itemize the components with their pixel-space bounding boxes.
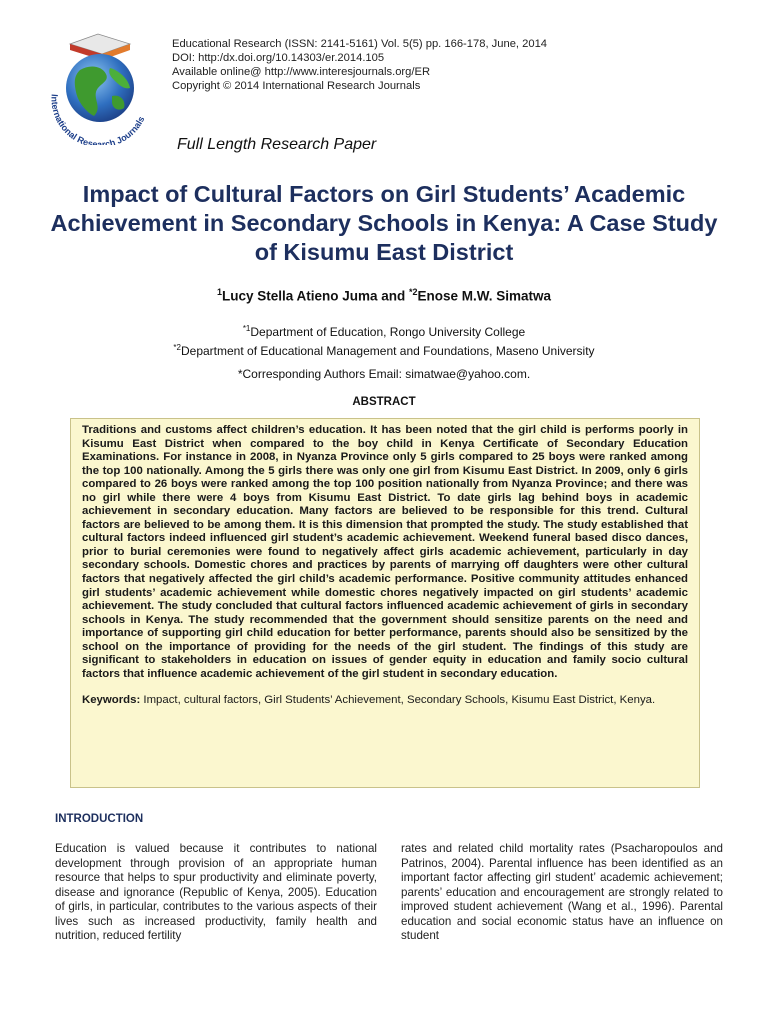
- affiliation-2-superscript: *2: [173, 343, 181, 352]
- affiliation-2-text: Department of Educational Management and Foundations, Maseno University: [180, 344, 595, 358]
- author2-superscript: *2: [409, 287, 418, 297]
- affiliation-1: [0, 321, 768, 340]
- author-list: [0, 287, 768, 304]
- journal-citation-line: Educational Research (ISSN: 2141-5161) Vol. 5(5) pp. 166-178, June, 2014: [172, 38, 548, 50]
- author1-superscript: 1: [216, 287, 222, 297]
- logo-arc-text: International Research Journals: [49, 93, 147, 145]
- abstract-box: [70, 418, 700, 788]
- paper-title: Impact of Cultural Factors on Girl Students’ Academic Achievement in Secondary Schools in Kenya: A Case Study of Kisumu East District: [50, 181, 718, 265]
- author2-name: Enose M.W. Simatwa: [417, 288, 552, 304]
- introduction-paragraph-left: Education is valued because it contributes to national development through provision of an appropriate human resource that helps to spur productivity and eliminate poverty, disease and ignorance (Republic of Kenya, 2005). Education of girls, in particular, contributes to the various aspects of their lives such as increased productivity, family health and nutrition, reduced fertility: [55, 842, 377, 942]
- keywords-label: Keywords:: [82, 694, 141, 707]
- introduction-heading: INTRODUCTION: [55, 813, 144, 825]
- doi-line: DOI: http:/dx.doi.org/10.14303/er.2014.105: [172, 52, 385, 64]
- author1-name: Lucy Stella Atieno Juma and: [221, 288, 409, 304]
- abstract-text: Traditions and customs affect children’s education. It has been noted that the girl child is performs poorly in Kisumu East District when compared to the boy child in Kenya Certificate of Secondary Education Examinations. For instance in 2008, in Nyanza Province only 5 girls compared to 25 boys were ranked among the top 100 nationally. Among the 5 girls there was only one girl from Kisumu East District. In 2009, only 6 girls compared to 26 boys were ranked among the top 100 position nationally from Nyanza Province; and there was no girl while there were 4 boys from Kisumu East District. To date girls lag behind boys in academic achievement in secondary education. Many factors are believed to be responsible for this trend. Cultural factors are believed to be among them. It is this dimension that prompted the study. The study established that cultural factors indeed influenced girl student’s academic achievement. Weekend funeral based disco dances, prior to burial ceremonies were found to negatively affect girls academic achievement, particularly in day secondary schools. Domestic chores and practices by parents of marrying off daughters were other cultural factors that negatively affected the girl child’s academic performance. Positive community attitudes enhanced girl students’ academic achievement while domestic chores negatively impacted on girl students’ academic achievement. The study concluded that cultural factors influenced academic achievement of girls in secondary schools in Kenya. The study recommended that the government should sensitize parents on the need and importance of supporting girl child education for better performance, parents should also be sensitized by the school on the importance of providing for the needs of the girl student. The findings of this study are significant to stakeholders in education on issues of gender equity in education and family socio cultural factors that influence academic achievement of the girl student in secondary education.: [82, 424, 688, 680]
- affiliation-2: [0, 340, 768, 359]
- abstract-heading: ABSTRACT: [352, 396, 416, 408]
- affiliation-1-text: Department of Education, Rongo University College: [250, 325, 526, 339]
- keywords-list: Impact, cultural factors, Girl Students’ Achievement, Secondary Schools, Kisumu East District, Kenya.: [140, 694, 656, 707]
- copyright-line: Copyright © 2014 International Research Journals: [172, 80, 421, 92]
- globe-logo-icon: [40, 30, 160, 145]
- affiliations: [0, 321, 768, 359]
- affiliation-1-superscript: *1: [242, 324, 251, 333]
- journal-metadata: [172, 37, 547, 93]
- introduction-paragraph-right: rates and related child mortality rates (Psacharopoulos and Patrinos, 2004). Parental influence has been identified as an important factor affecting girl student’ academic achievement; parents’ education and encouragement are strongly related to improved student achievement (Wang et al., 1996). Parental education and social economic status have an influence on student: [401, 842, 723, 942]
- keywords: [82, 693, 688, 707]
- introduction-column-left: [55, 842, 377, 944]
- paper-type: Full Length Research Paper: [177, 136, 377, 153]
- corresponding-email: *Corresponding Authors Email: simatwae@yahoo.com.: [237, 367, 531, 381]
- journal-logo: [40, 30, 160, 145]
- introduction-column-right: [401, 842, 723, 944]
- available-online-line: Available online@ http://www.interesjournals.org/ER: [172, 66, 431, 78]
